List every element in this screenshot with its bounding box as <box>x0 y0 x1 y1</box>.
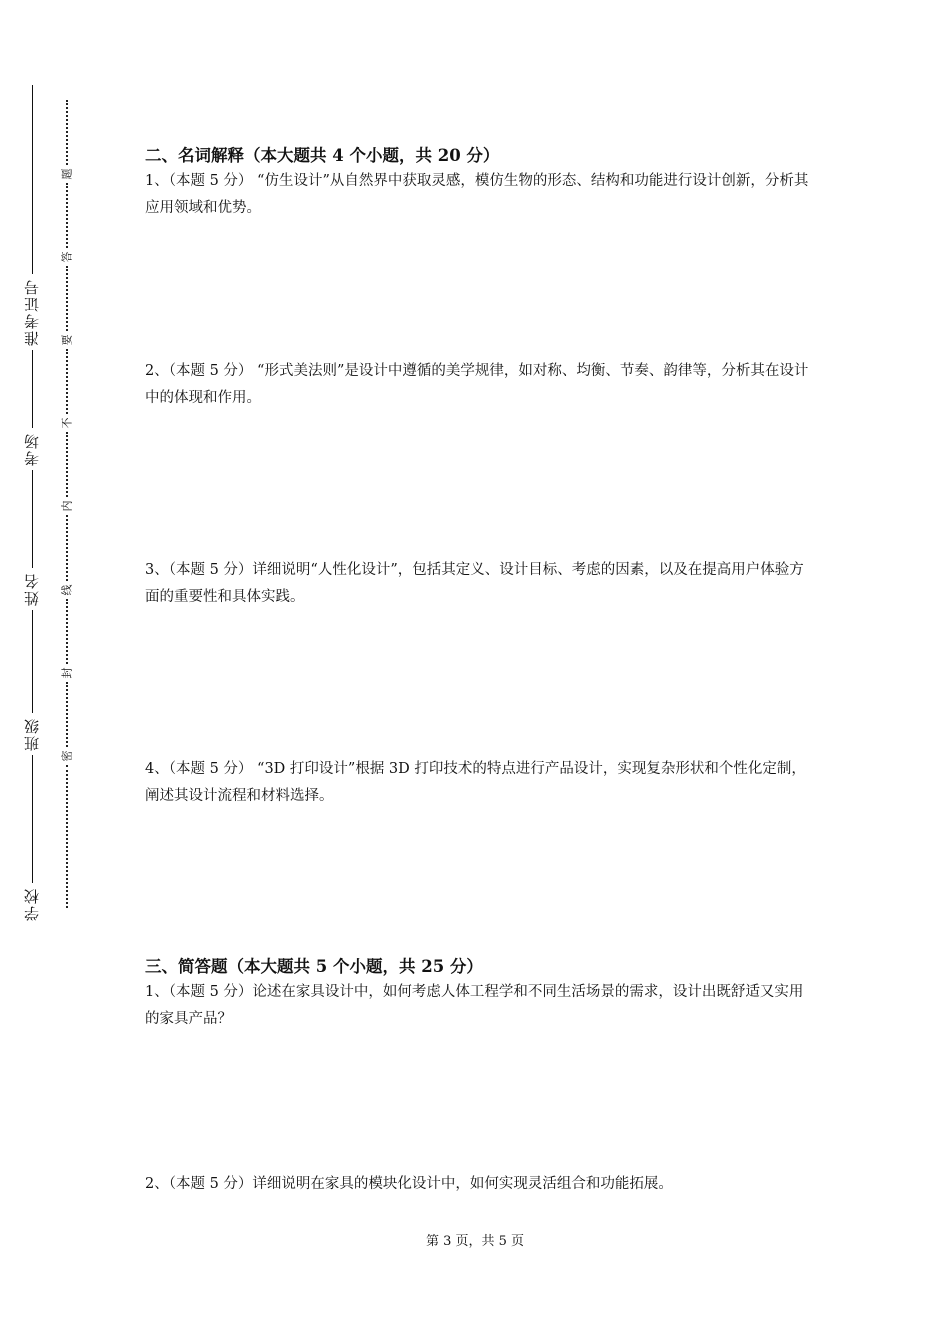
section2-question-4: 4、（本题 5 分） “3D 打印设计”根据 3D 打印技术的特点进行产品设计，实现复杂形状和个性化定制，阐述其设计流程和材料选择。 <box>145 761 806 804</box>
seal-char: 要 <box>60 334 73 346</box>
section3-question-2: 2、（本题 5 分）详细说明在家具的模块化设计中，如何实现灵活组合和功能拓展。 <box>145 1176 673 1192</box>
section2-question-3: 3、（本题 5 分）详细说明“人性化设计”，包括其定义、设计目标、考虑的因素，以及在提高用户体验方面的重要性和具体实践。 <box>145 562 804 605</box>
exam-room-field <box>22 350 42 470</box>
name-label: 姓名 <box>23 572 41 606</box>
section2-question-2: 2、（本题 5 分） “形式美法则”是设计中遵循的美学规律，如对称、均衡、节奏、韵律等，分析其在设计中的体现和作用。 <box>145 363 809 406</box>
answer-space <box>145 1033 810 1171</box>
section2-question-1: 1、（本题 5 分） “仿生设计”从自然界中获取灵感，模仿生物的形态、结构和功能进行设计创新，分析其应用领域和优势。 <box>145 173 809 216</box>
class-label: 班级 <box>23 717 41 751</box>
exam-content <box>145 144 810 1198</box>
section3-question-1: 1、（本题 5 分）论述在家具设计中，如何考虑人体工程学和不同生活场景的需求，设计出既舒适又实用的家具产品？ <box>145 984 804 1027</box>
exam-id-field <box>22 85 42 350</box>
answer-space <box>145 611 810 756</box>
seal-line <box>60 100 74 908</box>
class-field <box>22 610 42 755</box>
school-label: 学校 <box>23 887 41 921</box>
exam-id-label: 准考证号 <box>23 278 41 346</box>
seal-char: 题 <box>60 168 73 180</box>
answer-space <box>145 412 810 557</box>
seal-char: 不 <box>60 417 73 429</box>
seal-char: 答 <box>60 251 73 263</box>
section2-title: 二、名词解释（本大题共 4 个小题，共 20 分） <box>145 146 500 165</box>
seal-char: 密 <box>60 750 73 762</box>
page-footer: 第 3 页，共 5 页 <box>425 1234 525 1249</box>
name-field <box>22 470 42 610</box>
answer-space <box>145 810 810 955</box>
seal-char: 内 <box>60 500 73 512</box>
section3-title: 三、简答题（本大题共 5 个小题，共 25 分） <box>145 957 483 976</box>
binding-margin <box>0 0 100 1344</box>
seal-char: 封 <box>60 667 73 679</box>
school-field <box>22 755 42 925</box>
seal-char: 线 <box>60 584 73 596</box>
answer-space <box>145 222 810 358</box>
exam-room-label: 考场 <box>23 432 41 466</box>
